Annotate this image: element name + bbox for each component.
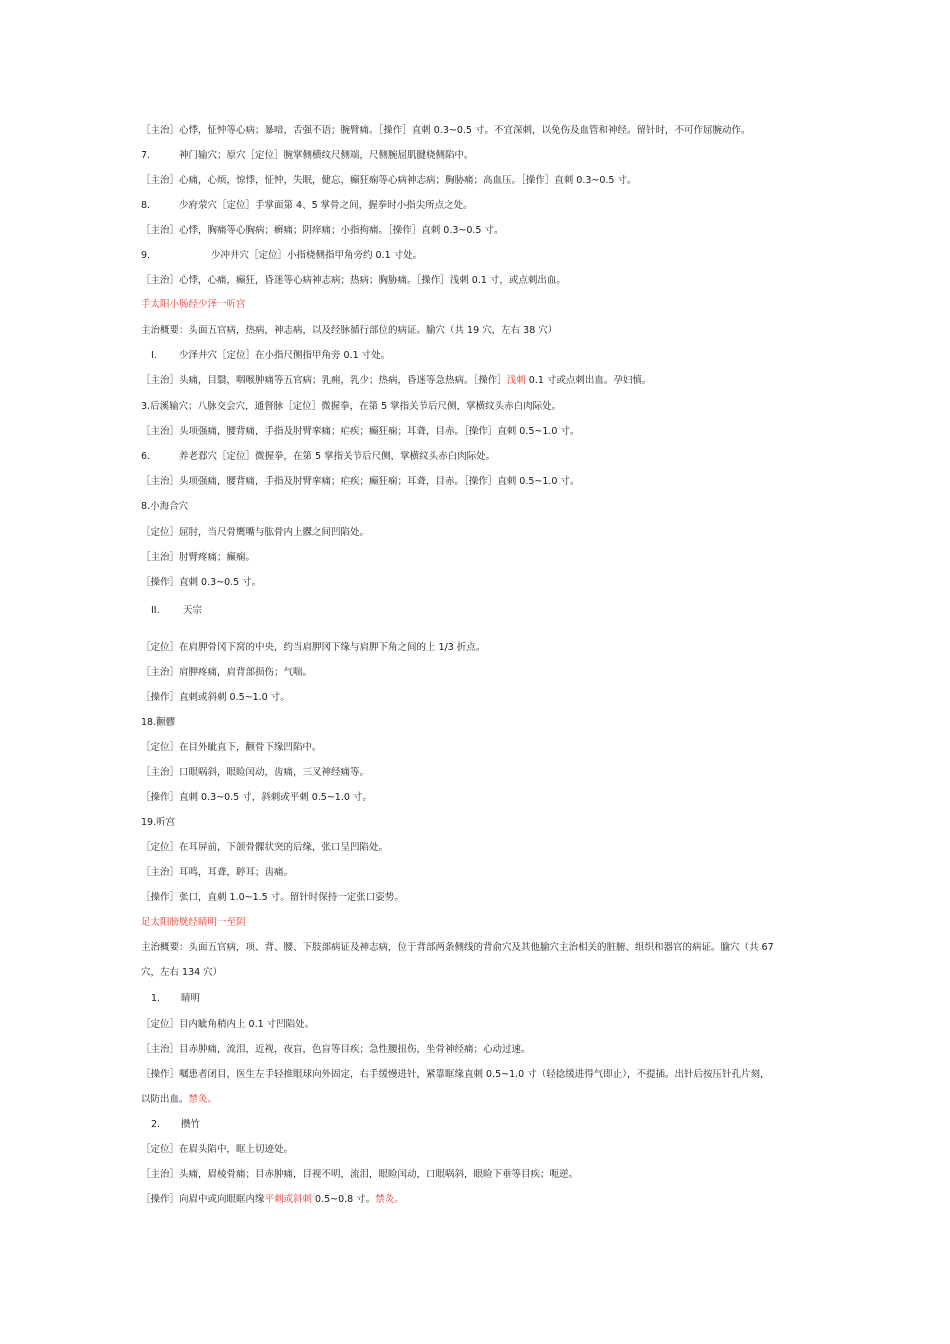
text-segment: ［主治］心悸，胸痛等心胸病；癣痛；阴痒痛；小指拘痛。［操作］直刺 0.3~0.5 寸。 (141, 225, 504, 236)
highlighted-text: 手太阳小肠经少泽一听宫 (141, 299, 246, 310)
text-segment: ［操作］向眉中或向眼眶内缘 (141, 1194, 265, 1205)
text-segment: ［主治］肘臂疼痛；癫痫。 (141, 552, 256, 563)
text-segment: 0.5~0.8 寸。 (312, 1194, 376, 1205)
text-line (141, 400, 820, 413)
text-line (141, 1043, 820, 1056)
highlighted-text: 浅刺 (506, 375, 526, 386)
item-number: 8. (141, 200, 151, 211)
text-line (141, 941, 820, 954)
text-segment: ［主治］心悸，心痛，癫狂，昏迷等心病神志病；热病；胸胁痛。［操作］浅刺 0.1 寸，或点刺出血。 (141, 275, 566, 286)
text-segment: ［定位］在耳屏前，下颌骨髁状突的后缘，张口呈凹陷处。 (141, 842, 389, 853)
text-segment: 少府荥穴［定位］手掌面第 4、5 掌骨之间，握拳时小指尖所点之处。 (179, 200, 473, 211)
text-line (141, 604, 820, 617)
text-segment: 3.后溪输穴；八脉交会穴，通督脉［定位］微握拳，在第 5 掌指关节后尺侧，掌横纹头赤白肉际处。 (141, 401, 562, 412)
text-segment: ［主治］心悸，怔忡等心病；暴喑，舌强不语；腕臂痛。［操作］直刺 0.3~0.5 寸。不宜深刺，以免伤及血管和神经。留针时，不可作屈腕动作。 (141, 125, 751, 136)
text-line (141, 249, 820, 262)
item-number: II. (151, 605, 160, 616)
item-number: 9. (141, 250, 151, 261)
text-line (141, 866, 820, 879)
text-segment: 主治概要：头面五官病，项、背、腰、下肢部病证及神志病，位于背部两条侧线的背俞穴及其他腧穴主治相关的脏腑、组织和器官的病证。腧穴（共 67 (141, 942, 774, 953)
text-line (141, 374, 820, 387)
text-line (141, 526, 820, 539)
text-line (141, 841, 820, 854)
text-segment: ［定位］目内眦角稍内上 0.1 寸凹陷处。 (141, 1019, 315, 1030)
text-segment: ［主治］头痛，目翳，咽喉肿痛等五官病；乳痈，乳少；热病，昏迷等急热病。［操作］ (141, 375, 507, 386)
text-line (141, 992, 820, 1005)
text-segment: 天宗 (183, 605, 203, 616)
text-line (141, 691, 820, 704)
text-line (141, 124, 820, 137)
text-segment: ［主治］头痛，眉棱骨痛；目赤肿痛，目视不明，流泪，眼睑闰动，口眼㖞斜，眼睑下垂等目疾；呃逆。 (141, 1169, 579, 1180)
text-segment: ［主治］心痛，心烦，惊悸，怔忡，失眠，健忘，癫狂痫等心病神志病；胸胁痛；高血压。［操作］直刺 0.3~0.5 寸。 (141, 175, 637, 186)
text-segment: 8.小海合穴 (141, 501, 189, 512)
text-line (141, 475, 820, 488)
text-line (141, 224, 820, 237)
item-number: I. (151, 350, 157, 361)
text-line (141, 1018, 820, 1031)
text-line (141, 450, 820, 463)
text-segment: ［定位］在目外眦直下，颧骨下缘凹陷中。 (141, 742, 322, 753)
text-segment: ［主治］头项强痛，腰背痛，手指及肘臂挛痛；疟疾；癫狂痫；耳聋，目赤。［操作］直刺 0.5~1.0 寸。 (141, 426, 580, 437)
item-number: 2. (151, 1119, 161, 1130)
text-segment: 少冲井穴［定位］小指桡侧指甲角旁约 0.1 寸处。 (211, 250, 423, 261)
text-line (141, 1193, 820, 1206)
text-segment: 18.颧髎 (141, 717, 176, 728)
text-segment: ［主治］口眼㖞斜，眼睑闰动，齿痛，三叉神经痛等。 (141, 767, 370, 778)
text-line (141, 791, 820, 804)
text-segment: ［操作］直刺或斜刺 0.5~1.0 寸。 (141, 692, 290, 703)
text-line (141, 1168, 820, 1181)
text-segment: ［操作］直刺 0.3~0.5 寸。 (141, 577, 262, 588)
text-line (141, 199, 820, 212)
text-segment: ［主治］目赤肿痛，流泪，近视，夜盲，色盲等目疾；急性腰扭伤，坐骨神经痛；心动过速。 (141, 1044, 531, 1055)
text-segment: ［定位］屈肘，当尺骨鹰嘴与肱骨内上髁之间凹陷处。 (141, 527, 370, 538)
text-line (141, 716, 820, 729)
text-line (141, 1093, 820, 1106)
text-segment: ［主治］耳鸣，耳聋，聤耳；齿痛。 (141, 867, 294, 878)
text-line (141, 916, 820, 929)
text-segment: ［操作］张口，直刺 1.0~1.5 寸。留针时保持一定张口姿势。 (141, 892, 404, 903)
text-segment: 穴，左右 134 穴） (141, 967, 223, 978)
text-segment: 睛明 (181, 993, 201, 1004)
highlighted-text: 禁灸。 (375, 1194, 404, 1205)
text-line (141, 500, 820, 513)
text-line (141, 766, 820, 779)
text-line (141, 1118, 820, 1131)
text-line (141, 324, 820, 337)
item-number: 1. (151, 993, 161, 1004)
text-segment: ［主治］头项强痛，腰背痛，手指及肘臂挛痛；疟疾；癫狂痫；耳聋，目赤。［操作］直刺 0.5~1.0 寸。 (141, 476, 580, 487)
text-line (141, 1068, 820, 1081)
highlighted-text: 平刺或斜刺 (264, 1194, 313, 1205)
item-number: 7. (141, 150, 151, 161)
text-segment: 19.听宫 (141, 817, 176, 828)
text-line (141, 966, 820, 979)
text-segment: ［操作］直刺 0.3~0.5 寸，斜刺或平刺 0.5~1.0 寸。 (141, 792, 372, 803)
text-line (141, 741, 820, 754)
text-line (141, 816, 820, 829)
text-segment: 以防出血。 (141, 1094, 189, 1105)
text-line (141, 274, 820, 287)
text-segment: 少泽井穴［定位］在小指尺侧指甲角旁 0.1 寸处。 (179, 350, 391, 361)
item-number: 6. (141, 451, 151, 462)
text-line (141, 666, 820, 679)
text-line (141, 298, 820, 311)
text-line (141, 349, 820, 362)
text-line (141, 891, 820, 904)
text-line (141, 174, 820, 187)
text-segment: 养老郄穴［定位］微握拳，在第 5 掌指关节后尺侧，掌横纹头赤白肉际处。 (179, 451, 496, 462)
text-segment: 攒竹 (181, 1119, 201, 1130)
highlighted-text: 禁灸。 (188, 1094, 218, 1105)
text-segment: 0.1 寸或点刺出血。孕妇慎。 (525, 375, 652, 386)
text-segment: 神门输穴；原穴［定位］腕掌侧横纹尺侧端，尺侧腕屈肌腱桡侧陷中。 (179, 150, 474, 161)
text-segment: 主治概要：头面五官病，热病，神志病，以及经脉循行部位的病证。腧穴（共 19 穴，左右 38 穴） (141, 325, 558, 336)
text-line (141, 1143, 820, 1156)
text-line (141, 641, 820, 654)
text-line (141, 425, 820, 438)
text-segment: ［定位］在眉头陷中，眶上切迹处。 (141, 1144, 294, 1155)
text-segment: ［主治］肩胛疼痛，肩背部损伤；气喘。 (141, 667, 313, 678)
text-line (141, 551, 820, 564)
text-line (141, 576, 820, 589)
text-segment: ［定位］在肩胛骨冈下窝的中央，约当肩胛冈下缘与肩胛下角之间的上 1/3 折点。 (141, 642, 486, 653)
text-segment: ［操作］嘱患者闭目，医生左手轻推眼球向外固定，右手缓慢进针，紧靠眶缘直刺 0.5~1.0 寸（轻捻缓进得气即止），不提插。出针后按压针孔片刻， (141, 1069, 770, 1080)
text-line (141, 149, 820, 162)
highlighted-text: 足太阳膀胱经睛明一至阴 (141, 917, 246, 928)
